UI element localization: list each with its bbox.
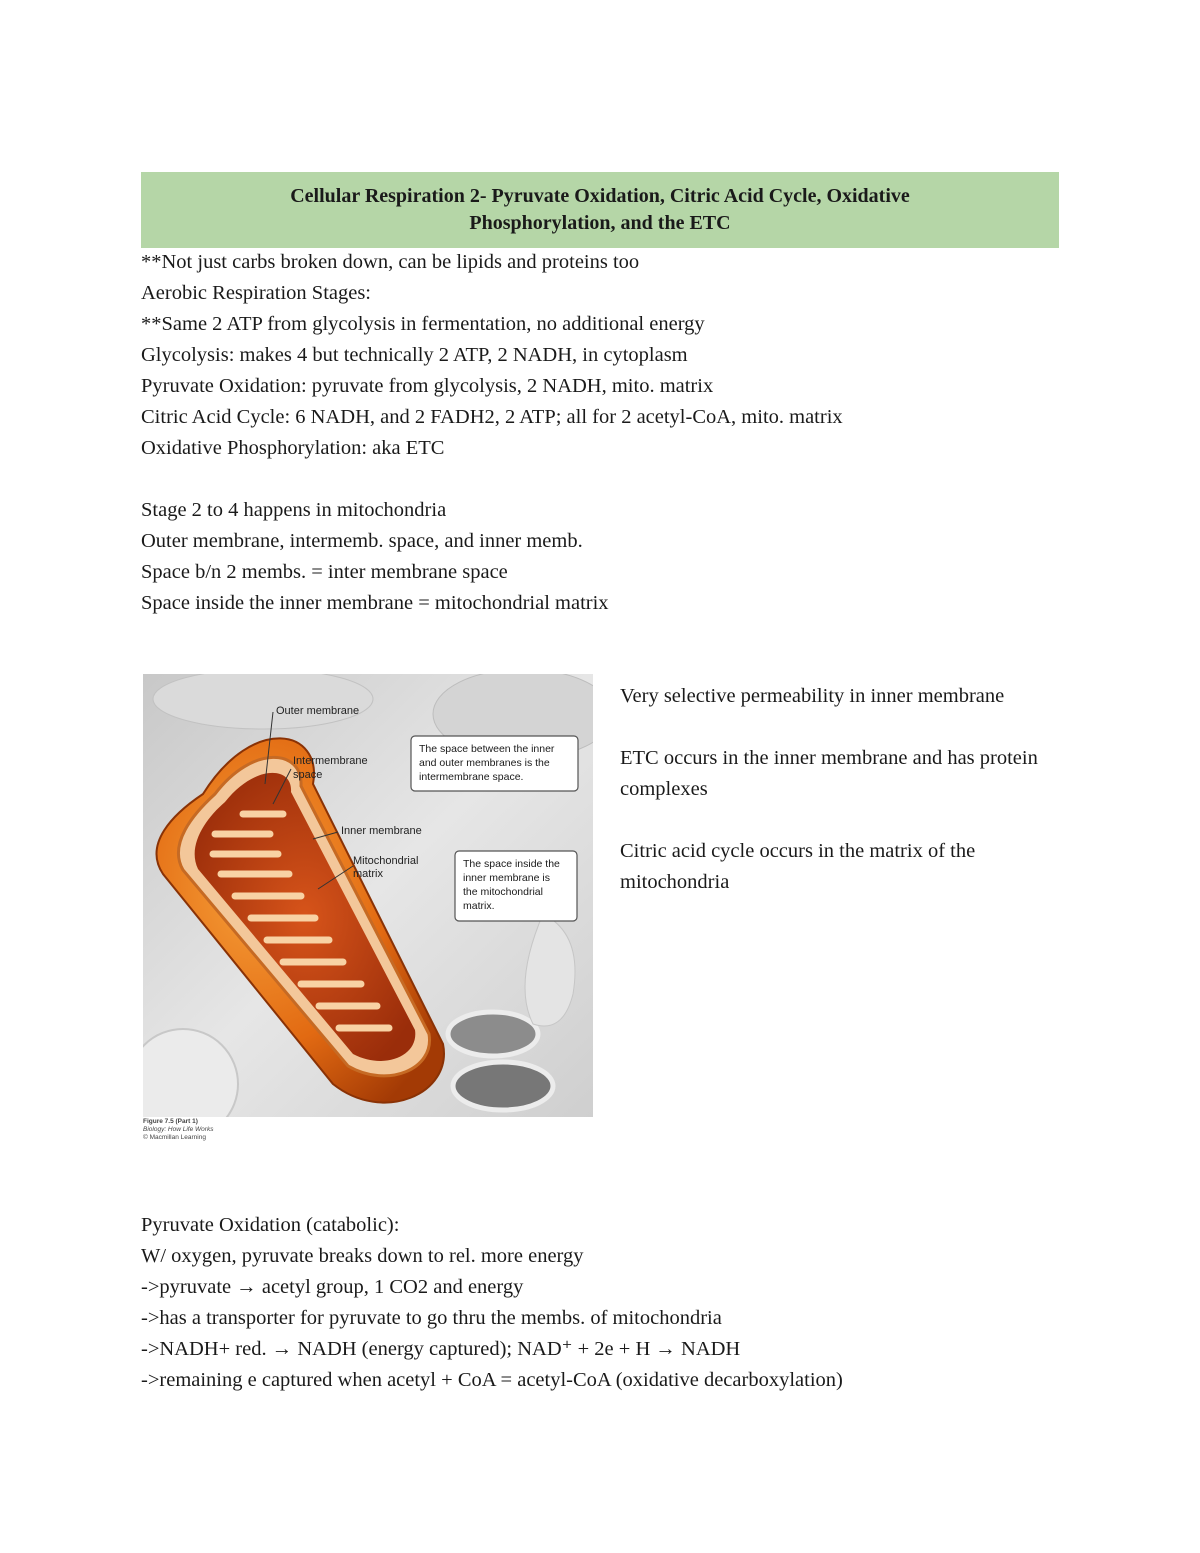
callout-2-line: matrix.	[463, 900, 495, 912]
caption-line: © Macmillan Learning	[143, 1134, 206, 1141]
outer-membrane-label: Outer membrane	[276, 705, 360, 717]
note-line: ->remaining e captured when acetyl + CoA = acetyl-CoA (oxidative decarboxylation)	[141, 1369, 843, 1391]
matrix-label-1: Mitochondrial	[353, 855, 419, 867]
intermembrane-label-1: Intermembrane	[293, 755, 368, 767]
notes-section-a	[141, 247, 1061, 464]
inner-membrane-label: Inner membrane	[341, 825, 422, 837]
note-line: Pyruvate Oxidation (catabolic):	[141, 1214, 400, 1236]
note-line: Aerobic Respiration Stages:	[141, 282, 372, 304]
side-notes	[620, 681, 1050, 929]
callout-2-line: the mitochondrial	[463, 886, 543, 898]
title-line-1: Cellular Respiration 2- Pyruvate Oxidation, Citric Acid Cycle, Oxidative	[290, 185, 910, 207]
matrix-label-2: matrix	[353, 868, 383, 880]
caption-line: Figure 7.5 (Part 1)	[143, 1118, 198, 1125]
side-note: Very selective permeability in inner membrane	[620, 685, 1005, 707]
intermembrane-label-2: space	[293, 769, 323, 781]
mitochondrion-figure	[143, 674, 593, 1117]
callout-1-line: and outer membranes is the	[419, 757, 550, 769]
note-line: Stage 2 to 4 happens in mitochondria	[141, 499, 447, 521]
note-line: Space b/n 2 membs. = inter membrane space	[141, 561, 508, 583]
note-line: Outer membrane, intermemb. space, and inner memb.	[141, 530, 583, 552]
note-line: ->pyruvate → acetyl group, 1 CO2 and energy	[141, 1276, 524, 1298]
note-line: Space inside the inner membrane = mitochondrial matrix	[141, 592, 609, 614]
mitochondrion-illustration	[143, 674, 593, 1117]
callout-2-line: inner membrane is	[463, 872, 550, 884]
note-line: **Not just carbs broken down, can be lipids and proteins too	[141, 251, 640, 273]
caption-line: Biology: How Life Works	[143, 1126, 214, 1133]
title-line-2: Phosphorylation, and the ETC	[469, 212, 731, 234]
side-note: Citric acid cycle occurs in the matrix of the mitochondria	[620, 840, 976, 893]
note-line: Citric Acid Cycle: 6 NADH, and 2 FADH2, 2 ATP; all for 2 acetyl-CoA, mito. matrix	[141, 406, 843, 428]
notes-section-c	[141, 1210, 1061, 1396]
callout-1-line: The space between the inner	[419, 743, 555, 755]
note-line: ->NADH+ red. → NADH (energy captured); NAD⁺ + 2e + H → NADH	[141, 1338, 741, 1360]
note-line: Glycolysis: makes 4 but technically 2 ATP, 2 NADH, in cytoplasm	[141, 344, 688, 366]
callout-1-line: intermembrane space.	[419, 771, 524, 783]
note-line: W/ oxygen, pyruvate breaks down to rel. more energy	[141, 1245, 584, 1267]
note-line: Pyruvate Oxidation: pyruvate from glycolysis, 2 NADH, mito. matrix	[141, 375, 714, 397]
note-line: **Same 2 ATP from glycolysis in fermentation, no additional energy	[141, 313, 705, 335]
callout-2-line: The space inside the	[463, 858, 560, 870]
figure-caption	[143, 1118, 213, 1142]
note-line: Oxidative Phosphorylation: aka ETC	[141, 437, 445, 459]
note-line: ->has a transporter for pyruvate to go thru the membs. of mitochondria	[141, 1307, 722, 1329]
page-title	[141, 172, 1059, 248]
side-note: ETC occurs in the inner membrane and has protein complexes	[620, 747, 1038, 800]
notes-section-b	[141, 495, 1061, 619]
